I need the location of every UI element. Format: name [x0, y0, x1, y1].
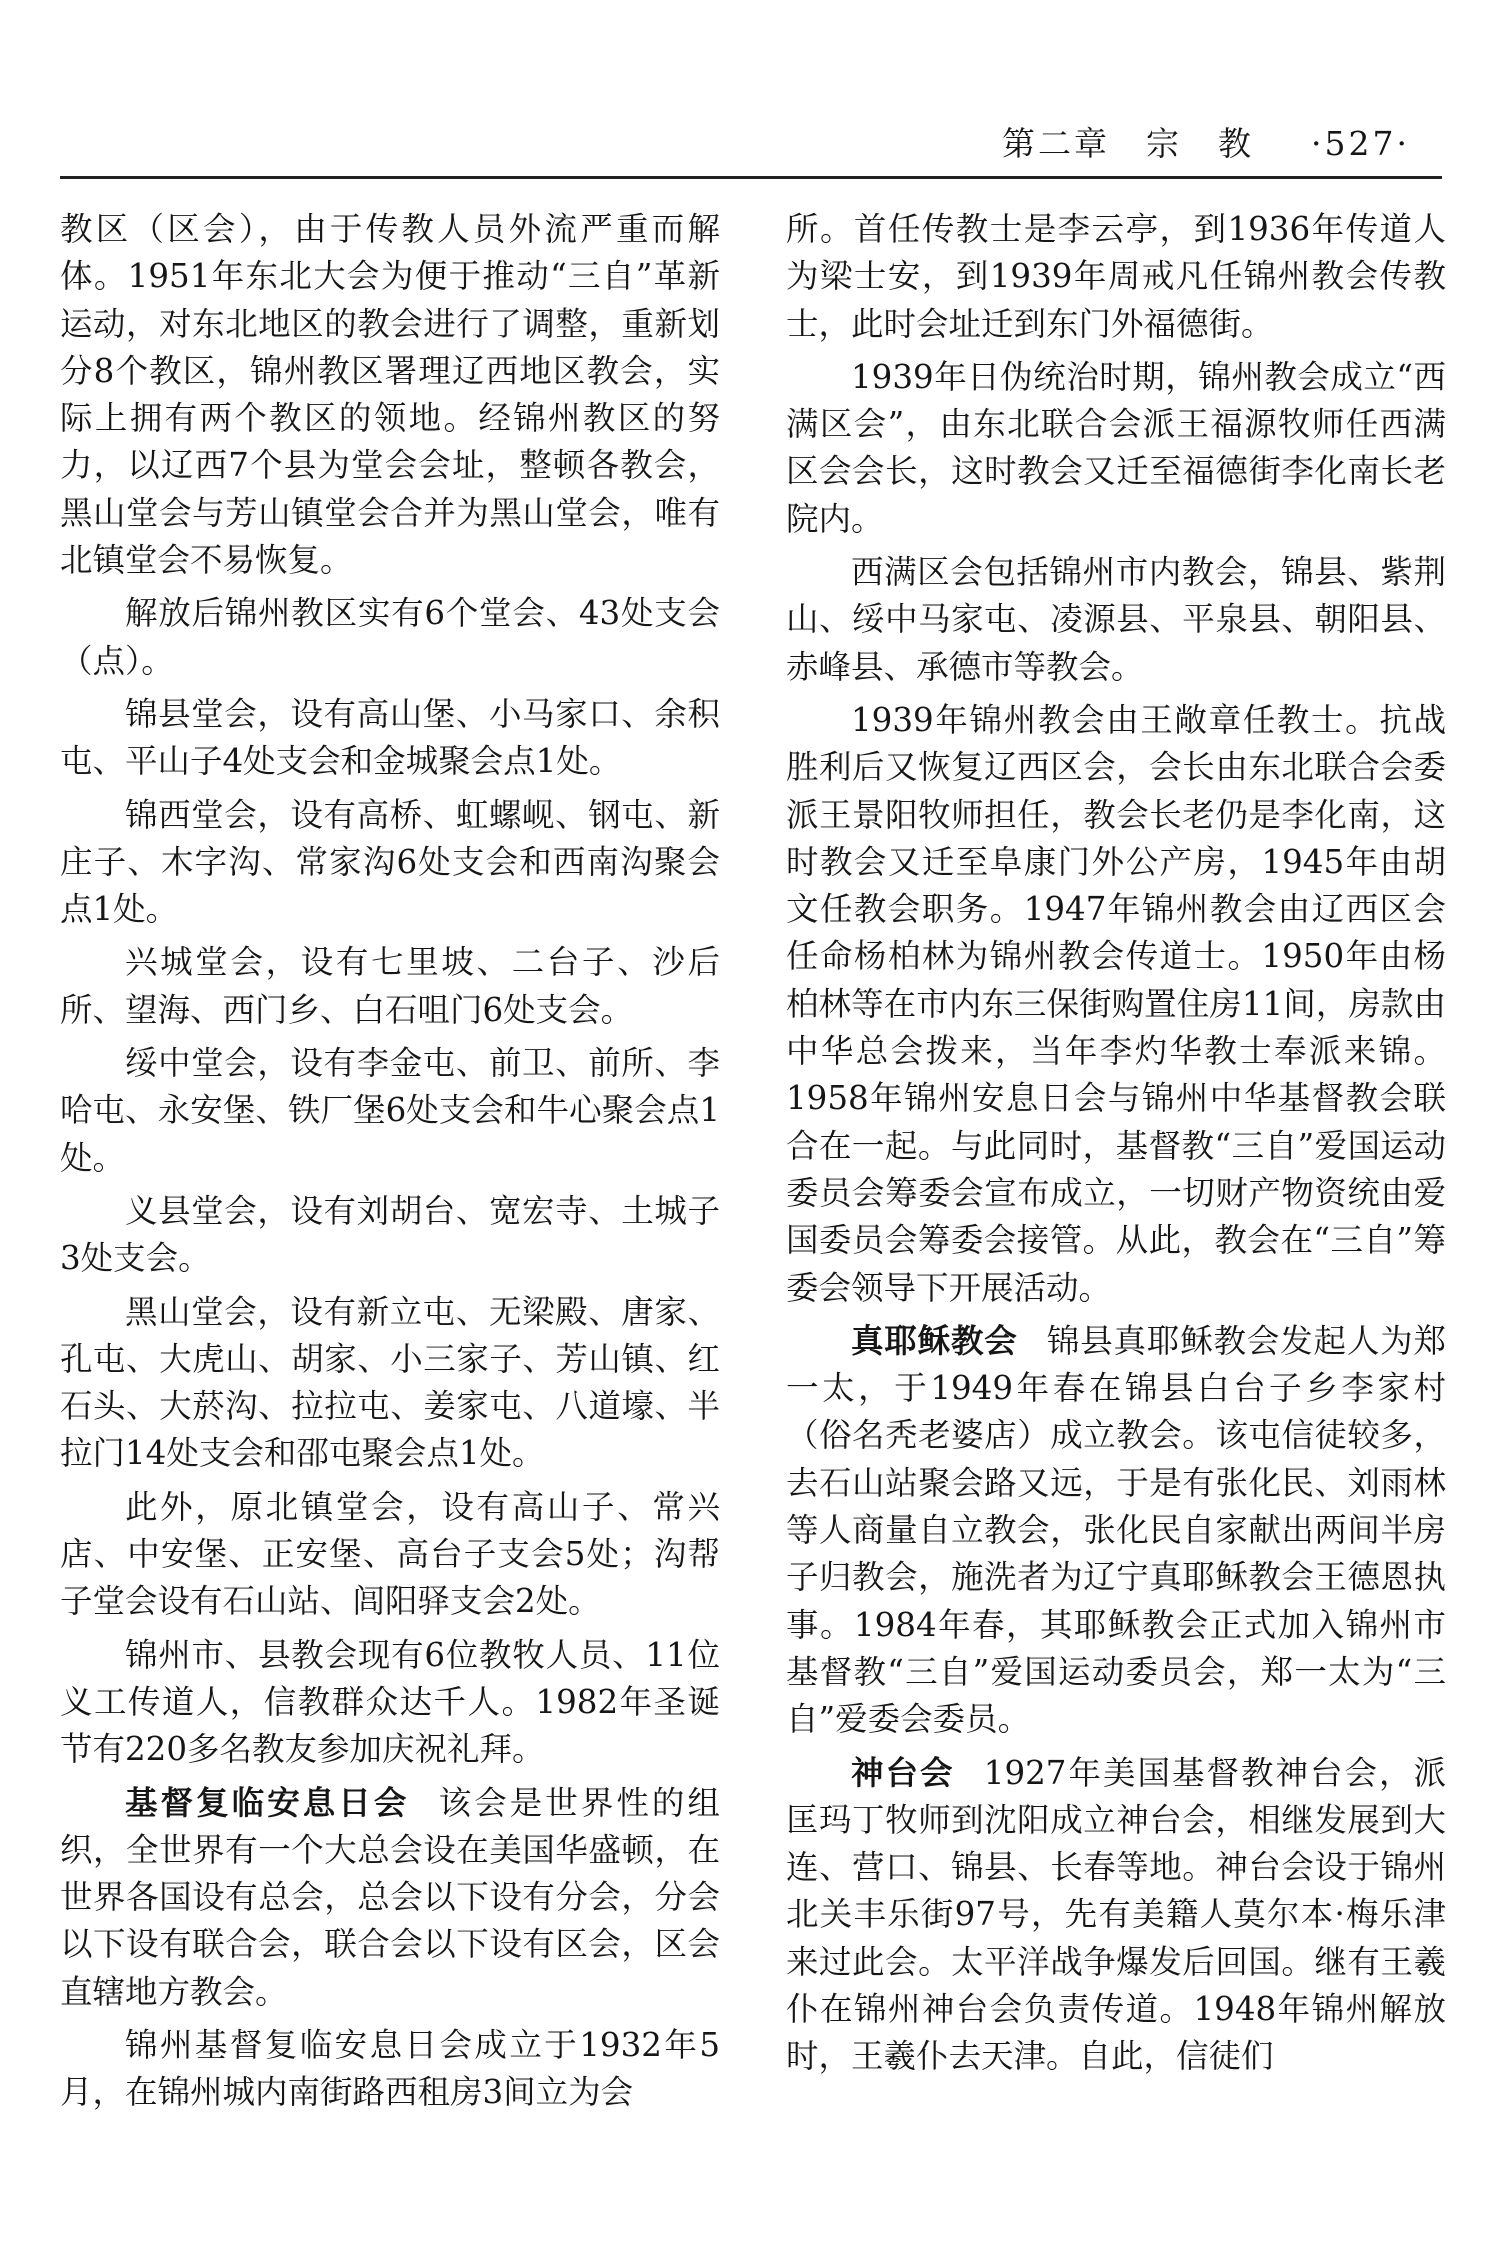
section-text: 1927年美国基督教神台会，派匡玛丁牧师到沈阳成立神台会，相继发展到大连、营口、锦县、长春等地。神台会设于锦州北关丰乐街97号，先有美籍人莫尔本·梅乐津来过此会。太平洋战争爆发后回国。继有王羲仆在锦州神台会负责传道。1948年锦州解放时，王羲仆去天津。自此，信徒们: [786, 1753, 1446, 2076]
page-header: [60, 118, 1442, 178]
paragraph: 教区（区会），由于传教人员外流严重而解体。1951年东北大会为便于推动“三自”革新运动，对东北地区的教会进行了调整，重新划分8个教区，锦州教区署理辽西地区教会，实际上拥有两个教区的领地。经锦州教区的努力，以辽西7个县为堂会会址，整顿各教会，黑山堂会与芳山镇堂会合并为黑山堂会，唯有北镇堂会不易恢复。: [60, 210, 720, 580]
paragraph: 锦州市、县教会现有6位教牧人员、11位义工传道人，信教群众达千人。1982年圣诞节有220多名教友参加庆祝礼拜。: [60, 1635, 720, 1769]
paragraph: 兴城堂会，设有七里坡、二台子、沙后所、望海、西门乡、白石咀门6处支会。: [60, 943, 720, 1029]
paragraph: 锦西堂会，设有高桥、虹螺岘、钢屯、新庄子、木字沟、常家沟6处支会和西南沟聚会点1处。: [60, 795, 720, 929]
section-paragraph: [60, 1780, 720, 2016]
left-column: [60, 206, 720, 2123]
paragraph: 此外，原北镇堂会，设有高山子、常兴店、中安堡、正安堡、高台子支会5处；沟帮子堂会设有石山站、闾阳驿支会2处。: [60, 1487, 720, 1621]
running-head: [1002, 118, 1410, 165]
section-paragraph: [786, 1750, 1446, 2081]
section-heading: 神台会: [851, 1753, 955, 1792]
section-heading: 真耶稣教会: [851, 1321, 1018, 1360]
chapter-title: 第二章 宗 教: [1002, 124, 1255, 163]
right-column: [786, 206, 1446, 2087]
paragraph: 西满区会包括锦州市内教会，锦县、紫荆山、绥中马家屯、凌源县、平泉县、朝阳县、赤峰县、承德市等教会。: [786, 553, 1446, 686]
paragraph: 黑山堂会，设有新立屯、无梁殿、唐家、孔屯、大虎山、胡家、小三家子、芳山镇、红石头、大菸沟、拉拉屯、姜家屯、八道壕、半拉门14处支会和邵屯聚会点1处。: [60, 1292, 720, 1473]
page-number: ·527·: [1311, 124, 1410, 163]
paragraph: 解放后锦州教区实有6个堂会、43处支会（点）。: [60, 594, 720, 680]
paragraph: 义县堂会，设有刘胡台、宽宏寺、土城子3处支会。: [60, 1191, 720, 1278]
header-rule: [60, 176, 1442, 179]
paragraph: 1939年锦州教会由王敞章任教士。抗战胜利后又恢复辽西区会，会长由东北联合会委派王景阳牧师担任，教会长老仍是李化南，这时教会又迁至阜康门外公产房，1945年由胡文任教会职务。1947年锦州教会由辽西区会任命杨柏林为锦州教会传道士。1950年由杨柏林等在市内东三保街购置住房11间，房款由中华总会拨来，当年李灼华教士奉派来锦。1958年锦州安息日会与锦州中华基督教会联合在一起。与此同时，基督教“三自”爱国运动委员会筹委会宣布成立，一切财产物资统由爱国委员会筹委会接管。从此，教会在“三自”筹委会领导下开展活动。: [786, 700, 1446, 1307]
paragraph: 锦州基督复临安息日会成立于1932年5月，在锦州城内南街路西租房3间立为会: [60, 2025, 720, 2112]
paragraph: 绥中堂会，设有李金屯、前卫、前所、李哈屯、永安堡、铁厂堡6处支会和牛心聚会点1处。: [60, 1044, 720, 1177]
section-text: 该会是世界性的组织，全世界有一个大总会设在美国华盛顿，在世界各国设有总会，总会以下设有分会，分会以下设有联合会，联合会以下设有区会，区会直辖地方教会。: [60, 1783, 720, 2011]
section-paragraph: [786, 1318, 1446, 1744]
paragraph: 所。首任传教士是李云亭，到1936年传道人为梁士安，到1939年周戒凡任锦州教会传教士，此时会址迁到东门外福德街。: [786, 210, 1446, 343]
paragraph: 锦县堂会，设有高山堡、小马家口、余积屯、平山子4处支会和金城聚会点1处。: [60, 694, 720, 781]
section-text: 锦县真耶稣教会发起人为郑一太，于1949年春在锦县白台子乡李家村（俗名秃老婆店）成立教会。该屯信徒较多，去石山站聚会路又远，于是有张化民、刘雨林等人商量自立教会，张化民自家献出两间半房子归教会，施洗者为辽宁真耶稣教会王德恩执事。1984年春，其耶稣教会正式加入锦州市基督教“三自”爱国运动委员会，郑一太为“三自”爱委会委员。: [786, 1321, 1446, 1739]
section-heading: 基督复临安息日会: [125, 1783, 410, 1822]
paragraph: 1939年日伪统治时期，锦州教会成立“西满区会”，由东北联合会派王福源牧师任西满区会会长，这时教会又迁至福德街李化南长老院内。: [786, 357, 1446, 538]
